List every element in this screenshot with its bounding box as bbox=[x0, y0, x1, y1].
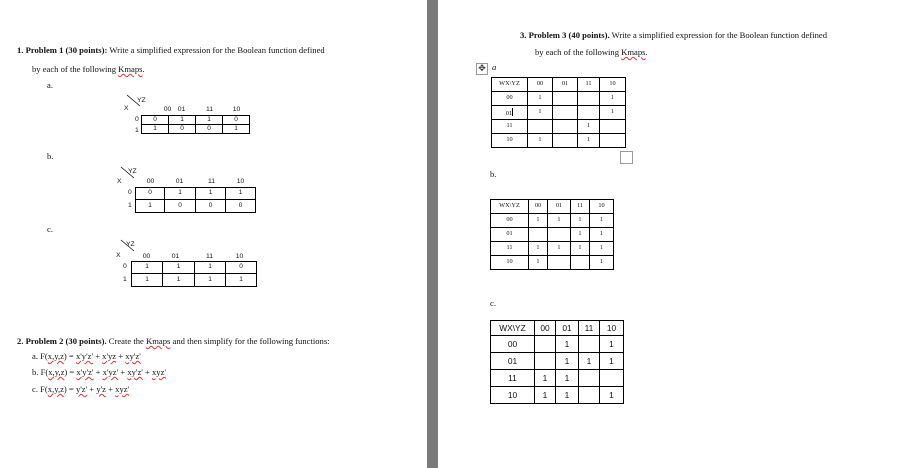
p1c-row-0: 0 bbox=[123, 263, 127, 270]
p1c-kmap bbox=[131, 261, 257, 287]
kmap-cell: 1 bbox=[590, 214, 614, 228]
p2b-prefix: b. F( bbox=[32, 367, 49, 377]
problem3-line2 bbox=[535, 47, 648, 57]
p3a-row bbox=[492, 92, 626, 106]
kmap-cell: 1 bbox=[600, 92, 626, 106]
page-divider bbox=[427, 0, 438, 468]
p3b-row bbox=[491, 256, 614, 270]
kmap-col-header: 10 bbox=[600, 321, 624, 336]
kmap-cell: 1 bbox=[571, 242, 590, 256]
problem3-period: . bbox=[645, 47, 648, 57]
p1a-row-1: 1 bbox=[135, 127, 139, 134]
kmap-cell: 1 bbox=[556, 353, 579, 370]
kmap-cell: 1 bbox=[535, 387, 556, 404]
kmap-cell: 1 bbox=[556, 370, 579, 387]
kmap-cell: 0 bbox=[169, 125, 196, 134]
p1a-col-10: 10 bbox=[232, 106, 241, 113]
kmap-cell bbox=[529, 228, 548, 242]
p1c-row bbox=[132, 274, 257, 287]
p2c-term: xyz' bbox=[115, 384, 130, 394]
p2b-term: x'yz' bbox=[102, 367, 119, 377]
problem2-text-post: and then simplify for the following functions: bbox=[170, 336, 330, 346]
problem2-c: c. F(x,y,z) = y'z' + y'z + xyz' bbox=[32, 384, 130, 394]
p1a-label: a. bbox=[47, 80, 53, 90]
kmap-col-header: 00 bbox=[528, 78, 553, 92]
kmap-header: WX\YZ bbox=[492, 78, 528, 92]
kmap-col-header: 01 bbox=[553, 78, 578, 92]
p1c-row bbox=[132, 262, 257, 274]
p1c-row-1: 1 bbox=[123, 276, 127, 283]
p3c-kmap bbox=[490, 320, 624, 404]
kmap-header: WX\YZ bbox=[491, 200, 529, 214]
kmap-cell: 1 bbox=[548, 214, 571, 228]
kmap-cell: 1 bbox=[226, 188, 256, 200]
p1a-col-11: 11 bbox=[205, 106, 214, 113]
problem3-line1 bbox=[520, 30, 827, 40]
p1b-label: b. bbox=[47, 151, 54, 161]
p1b-col-var: YZ bbox=[128, 168, 137, 175]
p3a-row bbox=[492, 120, 626, 134]
kmap-cell bbox=[578, 106, 600, 120]
p3a-label: a bbox=[492, 62, 497, 72]
problem2-text-pre: Create the bbox=[108, 336, 146, 346]
p2b-term: xy'z' bbox=[127, 367, 143, 377]
kmap-cell: 0 bbox=[226, 200, 256, 213]
kmap-cell: 1 bbox=[529, 256, 548, 270]
p2a-args: x,y,z bbox=[47, 351, 64, 361]
p3a-row bbox=[492, 134, 626, 148]
kmap-col-header: 00 bbox=[529, 200, 548, 214]
kmap-row-header: 00 bbox=[491, 336, 535, 353]
p1a-kmap bbox=[141, 115, 250, 134]
kmap-cell bbox=[528, 120, 553, 134]
p3a-kmap bbox=[491, 77, 626, 148]
kmap-cell: 0 bbox=[196, 200, 226, 213]
problem2-a: a. F(x,y,z) = x'y'z' + x'yz + xy'z' bbox=[32, 351, 141, 361]
kmap-cell: 1 bbox=[196, 188, 226, 200]
kmap-col-header: 00 bbox=[535, 321, 556, 336]
p2c-term: y'z' bbox=[75, 384, 88, 394]
problem1-line2-text: by each of the following bbox=[32, 64, 119, 74]
kmap-cell bbox=[548, 256, 571, 270]
p1b-row-1: 1 bbox=[128, 202, 132, 209]
p2c-eq: ) = bbox=[63, 384, 76, 394]
kmap-cell: 1 bbox=[548, 242, 571, 256]
kmap-cell bbox=[535, 353, 556, 370]
p1b-col-00: 00 bbox=[146, 178, 155, 185]
kmap-row-header: 10 bbox=[492, 134, 528, 148]
kmap-row-header-with-cursor[interactable] bbox=[492, 106, 528, 120]
problem2-heading: 2. Problem 2 (30 points). bbox=[17, 336, 107, 346]
problem1-kmaps-word: Kmaps bbox=[118, 64, 143, 74]
kmap-row-header: 11 bbox=[491, 242, 529, 256]
kmap-cell bbox=[548, 228, 571, 242]
kmap-col-header: 10 bbox=[590, 200, 614, 214]
p2c-prefix: c. F( bbox=[32, 384, 48, 394]
kmap-col-header: 01 bbox=[548, 200, 571, 214]
kmap-cell: 1 bbox=[590, 228, 614, 242]
problem3-line2-text: by each of the following bbox=[535, 47, 622, 57]
kmap-cell: 0 bbox=[226, 262, 257, 274]
kmap-cell: 1 bbox=[600, 336, 624, 353]
kmap-cell bbox=[600, 134, 626, 148]
p2c-args: x,y,z bbox=[47, 384, 64, 394]
p3c-header-row bbox=[491, 321, 624, 336]
kmap-cell: 1 bbox=[226, 274, 257, 287]
p1c-col-11: 11 bbox=[205, 253, 214, 260]
kmap-cell: 1 bbox=[571, 214, 590, 228]
p1b-col-01: 01 bbox=[175, 178, 184, 185]
kmap-row-header: 10 bbox=[491, 387, 535, 404]
kmap-cell: 1 bbox=[163, 274, 195, 287]
p3b-kmap bbox=[490, 199, 614, 270]
problem1-text: Write a simplified expression for the Boolean function defined bbox=[109, 45, 325, 55]
p2a-term: x'y'z' bbox=[75, 351, 93, 361]
kmap-cell: 1 bbox=[578, 134, 600, 148]
kmap-cell: 1 bbox=[195, 274, 226, 287]
kmap-cell: 1 bbox=[529, 242, 548, 256]
p1b-row bbox=[136, 200, 256, 213]
kmap-cell: 1 bbox=[579, 353, 600, 370]
problem2-kmaps-word: Kmaps bbox=[146, 336, 171, 346]
problem1-line2 bbox=[32, 64, 145, 74]
p2b-args: x,y,z bbox=[48, 367, 65, 377]
problem3-kmaps-word: Kmaps bbox=[621, 47, 646, 57]
p1a-row bbox=[142, 116, 250, 125]
kmap-cell bbox=[553, 134, 578, 148]
table-resize-handle[interactable] bbox=[620, 151, 633, 164]
table-move-handle-icon[interactable]: ✥ bbox=[476, 63, 488, 75]
text-cursor bbox=[512, 108, 513, 116]
p1b-col-11: 11 bbox=[207, 178, 216, 185]
problem1-line1 bbox=[17, 45, 325, 55]
kmap-cell: 1 bbox=[163, 262, 195, 274]
kmap-cell: 0 bbox=[223, 116, 250, 125]
p3b-label: b. bbox=[490, 169, 497, 179]
kmap-col-header: 11 bbox=[578, 78, 600, 92]
kmap-cell: 1 bbox=[136, 200, 165, 213]
p1c-label: c. bbox=[47, 224, 53, 234]
p3c-label: c. bbox=[490, 298, 496, 308]
kmap-cell: 1 bbox=[142, 125, 169, 134]
kmap-cell bbox=[579, 336, 600, 353]
kmap-cell: 0 bbox=[165, 200, 196, 213]
p2b-term: x'y'z' bbox=[76, 367, 94, 377]
p1a-col-00: 00 bbox=[163, 106, 172, 113]
p1b-col-10: 10 bbox=[236, 178, 245, 185]
p2c-term: y'z bbox=[96, 384, 106, 394]
p1a-row-var: X bbox=[124, 105, 129, 112]
p3b-row bbox=[491, 228, 614, 242]
problem3-text: Write a simplified expression for the Boolean function defined bbox=[611, 30, 827, 40]
kmap-cell: 1 bbox=[223, 125, 250, 134]
kmap-row-header: 11 bbox=[491, 370, 535, 387]
p1a-col-01: 01 bbox=[177, 106, 186, 113]
kmap-cell bbox=[553, 92, 578, 106]
p1b-row-0: 0 bbox=[128, 189, 132, 196]
kmap-col-header: 11 bbox=[571, 200, 590, 214]
kmap-row-header: 01 bbox=[505, 109, 513, 117]
p3a-row bbox=[492, 106, 626, 120]
problem2-b: b. F(x,y,z) = x'y'z' + x'yz' + xy'z' + xyz' bbox=[32, 367, 166, 377]
kmap-cell: 0 bbox=[136, 188, 165, 200]
kmap-cell: 1 bbox=[600, 106, 626, 120]
kmap-cell bbox=[535, 336, 556, 353]
kmap-cell bbox=[579, 370, 600, 387]
p1b-kmap bbox=[135, 187, 256, 213]
kmap-row-header: 10 bbox=[491, 256, 529, 270]
p1a-col-var: YZ bbox=[137, 97, 146, 104]
kmap-col-header: 01 bbox=[556, 321, 579, 336]
p2b-eq: ) = bbox=[64, 367, 77, 377]
p1a-row bbox=[142, 125, 250, 134]
kmap-cell: 1 bbox=[195, 262, 226, 274]
kmap-cell: 1 bbox=[571, 228, 590, 242]
problem3-heading: 3. Problem 3 (40 points). bbox=[520, 30, 610, 40]
problem1-heading: 1. Problem 1 (30 points): bbox=[17, 45, 108, 55]
kmap-col-header: 11 bbox=[579, 321, 600, 336]
kmap-cell: 1 bbox=[529, 214, 548, 228]
p3c-row bbox=[491, 387, 624, 404]
p1b-row bbox=[136, 188, 256, 200]
kmap-row-header: 01 bbox=[491, 353, 535, 370]
p1c-col-00: 00 bbox=[142, 253, 151, 260]
kmap-cell: 0 bbox=[196, 125, 223, 134]
kmap-cell bbox=[600, 120, 626, 134]
kmap-cell bbox=[600, 370, 624, 387]
kmap-cell bbox=[553, 106, 578, 120]
p2a-prefix: a. F( bbox=[32, 351, 48, 361]
p2b-term: xyz' bbox=[151, 367, 166, 377]
kmap-cell bbox=[579, 387, 600, 404]
kmap-cell: 1 bbox=[600, 387, 624, 404]
kmap-cell: 1 bbox=[132, 274, 163, 287]
kmap-cell: 1 bbox=[528, 134, 553, 148]
p3c-row bbox=[491, 370, 624, 387]
p1c-col-var: YZ bbox=[126, 241, 135, 248]
p3b-header-row bbox=[491, 200, 614, 214]
kmap-cell bbox=[571, 256, 590, 270]
p1c-col-01: 01 bbox=[171, 253, 180, 260]
kmap-cell: 1 bbox=[132, 262, 163, 274]
kmap-row-header: 11 bbox=[492, 120, 528, 134]
kmap-col-header: 10 bbox=[600, 78, 626, 92]
kmap-cell: 0 bbox=[142, 116, 169, 125]
kmap-cell: 1 bbox=[535, 370, 556, 387]
problem2-line1 bbox=[17, 336, 330, 346]
kmap-cell: 1 bbox=[578, 120, 600, 134]
kmap-cell bbox=[578, 92, 600, 106]
kmap-cell: 1 bbox=[528, 92, 553, 106]
kmap-row-header: 00 bbox=[492, 92, 528, 106]
p1a-row-0: 0 bbox=[135, 116, 139, 123]
kmap-cell: 1 bbox=[590, 256, 614, 270]
p2a-term: x'yz bbox=[102, 351, 117, 361]
kmap-cell: 1 bbox=[196, 116, 223, 125]
kmap-row-header: 00 bbox=[491, 214, 529, 228]
kmap-cell: 1 bbox=[528, 106, 553, 120]
kmap-cell: 1 bbox=[169, 116, 196, 125]
kmap-cell: 1 bbox=[556, 387, 579, 404]
kmap-cell bbox=[553, 120, 578, 134]
p3b-row bbox=[491, 242, 614, 256]
p1b-row-var: X bbox=[117, 178, 122, 185]
problem1-period: . bbox=[142, 64, 145, 74]
kmap-cell: 1 bbox=[600, 353, 624, 370]
p2a-eq: ) = bbox=[63, 351, 76, 361]
p3c-row bbox=[491, 336, 624, 353]
p1c-col-10: 10 bbox=[235, 253, 244, 260]
p1c-row-var: X bbox=[116, 252, 121, 259]
p3c-row bbox=[491, 353, 624, 370]
kmap-row-header: 01 bbox=[491, 228, 529, 242]
p3a-header-row bbox=[492, 78, 626, 92]
kmap-cell: 1 bbox=[590, 242, 614, 256]
kmap-cell: 1 bbox=[165, 188, 196, 200]
kmap-header: WX\YZ bbox=[491, 321, 535, 336]
p2a-term: xy'z' bbox=[125, 351, 141, 361]
p3b-row bbox=[491, 214, 614, 228]
kmap-cell: 1 bbox=[556, 336, 579, 353]
